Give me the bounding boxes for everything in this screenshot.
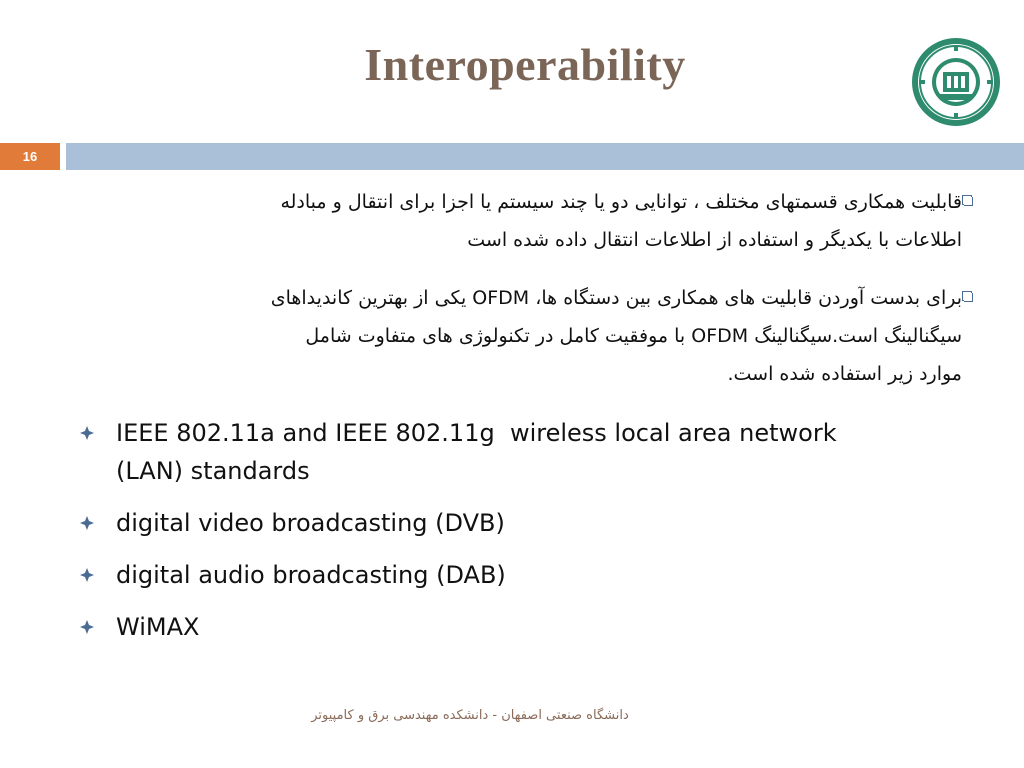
list-item-line-1: IEEE 802.11a and IEEE 802.11g wireless local area network: [116, 419, 837, 447]
list-item: [80, 504, 960, 542]
square-outline-icon: [962, 195, 974, 207]
diamond-bullet-icon: [80, 620, 94, 634]
persian-bullet-1: [82, 183, 962, 259]
list-item-line-1: digital audio broadcasting (DAB): [116, 561, 506, 589]
persian-bullet-2: [82, 279, 962, 393]
list-item: [80, 414, 960, 490]
persian-bullet-1-line-1: قابلیت همکاری قسمتهای مختلف ، توانایی دو یا چند سیستم یا اجزا برای انتقال و مبادله: [280, 191, 962, 213]
diamond-bullet-icon: [80, 568, 94, 582]
slide-number: 16: [0, 143, 60, 170]
list-item: [80, 608, 960, 646]
diamond-bullet-icon: [80, 516, 94, 530]
persian-bullet-2-line-1: برای بدست آوردن قابلیت های همکاری بین دستگاه ها، OFDM یکی از بهترین کاندیداهای: [270, 287, 962, 309]
slide-title: Interoperability: [364, 39, 686, 90]
english-bullet-list: [80, 414, 960, 660]
list-item-line-1: WiMAX: [116, 613, 200, 641]
list-item: [80, 556, 960, 594]
persian-bullet-1-line-2: اطلاعات با یکدیگر و استفاده از اطلاعات انتقال داده شده است: [467, 229, 962, 251]
persian-bullet-2-line-2: سیگنالینگ است.سیگنالینگ OFDM با موفقیت کامل در تکنولوژی های متفاوت شامل: [305, 325, 962, 347]
list-item-line-2: (LAN) standards: [116, 457, 310, 485]
university-seal-icon: [910, 36, 1002, 128]
footer-text: دانشگاه صنعتی اصفهان - دانشکده مهندسی برق و کامپیوتر: [311, 708, 629, 723]
persian-bullet-2-line-3: موارد زیر استفاده شده است.: [727, 363, 962, 385]
header-band: [66, 143, 1024, 170]
list-item-line-1: digital video broadcasting (DVB): [116, 509, 505, 537]
square-outline-icon: [962, 291, 974, 303]
diamond-bullet-icon: [80, 426, 94, 440]
